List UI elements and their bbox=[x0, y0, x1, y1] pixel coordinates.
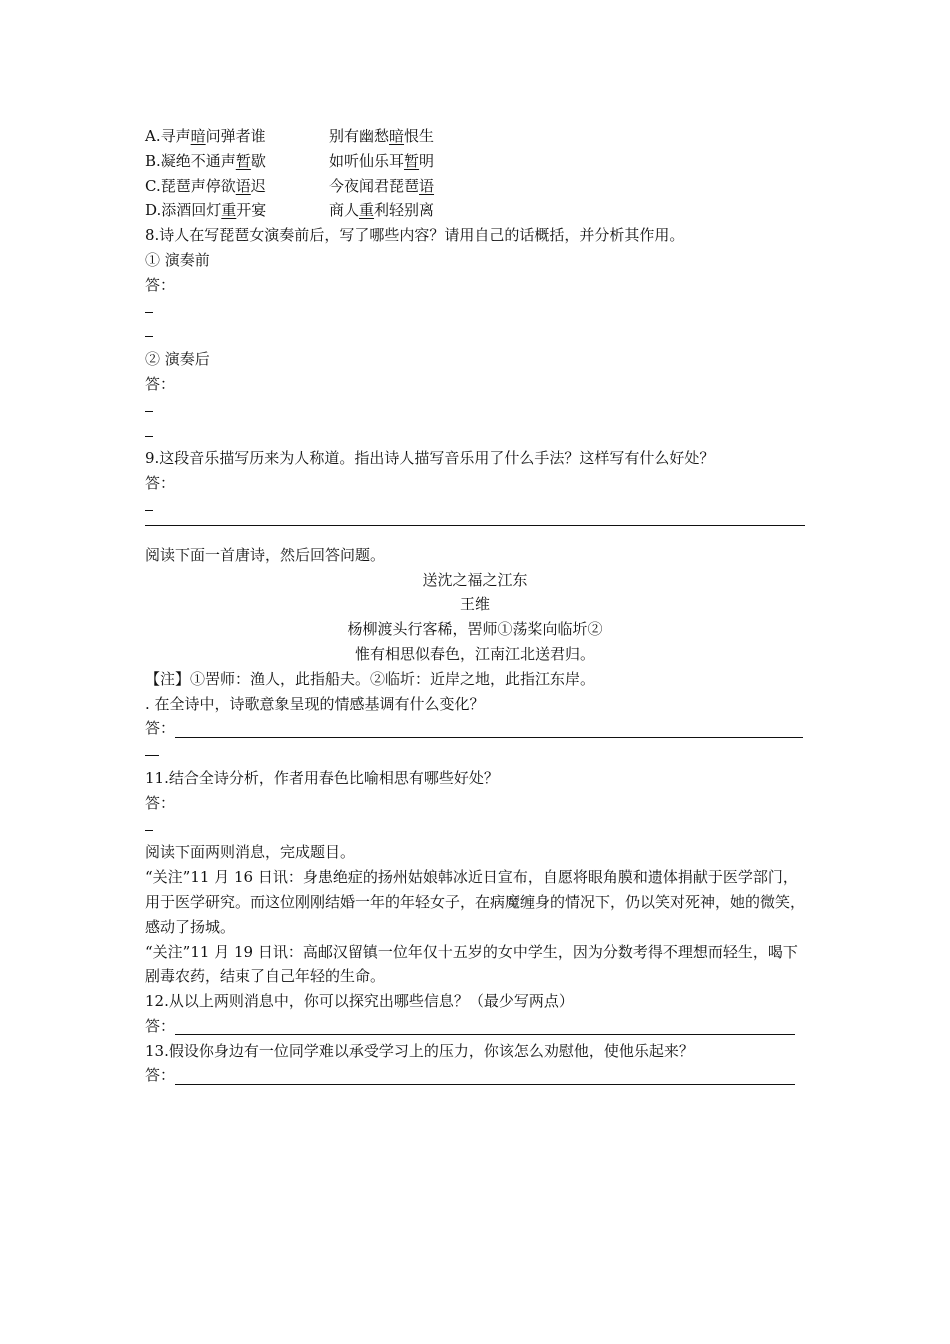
answer-label: 答： bbox=[145, 275, 176, 294]
answer-label: 答： bbox=[145, 793, 176, 812]
question-8-part-1: ① 演奏前 bbox=[145, 250, 210, 269]
answer-line[interactable] bbox=[145, 1063, 805, 1088]
news-intro: 阅读下面两则消息，完成题目。 bbox=[145, 843, 356, 862]
answer-label: 答： bbox=[145, 1016, 176, 1035]
answer-label: 答： bbox=[145, 374, 176, 393]
poem-title: 送沈之福之江东 bbox=[422, 570, 528, 589]
answer-blank[interactable] bbox=[145, 322, 805, 347]
poem-note: 【注】①罟师：渔人，此指船夫。②临圻：近岸之地，此指江东岸。 bbox=[145, 669, 596, 688]
poem-line-2: 惟有相思似春色，江南江北送君归。 bbox=[354, 644, 595, 663]
option-c: C.琵琶声停欲语迟 今夜闻君琵琶语 bbox=[145, 176, 435, 195]
option-d: D.添酒回灯重开宴 商人重利轻别离 bbox=[145, 201, 435, 220]
question-12: 12.从以上两则消息中，你可以探究出哪些信息？（最少写两点） bbox=[145, 992, 574, 1011]
question-9: 9.这段音乐描写历来为人称道。指出诗人描写音乐用了什么手法？这样写有什么好处？ bbox=[145, 449, 715, 468]
option-a: A.寻声暗问弹者谁 别有幽愁暗恨生 bbox=[145, 127, 435, 145]
question-11: 11.结合全诗分析，作者用春色比喻相思有哪些好处？ bbox=[145, 768, 499, 787]
poem-line-1: 杨柳渡头行客稀，罟师①荡桨向临圻② bbox=[347, 620, 603, 639]
answer-label: 答： bbox=[145, 474, 176, 493]
question-10: . 在全诗中，诗歌意象呈现的情感基调有什么变化？ bbox=[145, 694, 485, 713]
answer-line[interactable] bbox=[145, 1014, 805, 1039]
worksheet-page bbox=[145, 124, 805, 1088]
poem-author: 王维 bbox=[459, 595, 490, 614]
question-8-part-2: ② 演奏后 bbox=[145, 350, 210, 369]
answer-blank[interactable] bbox=[145, 298, 805, 323]
answer-blank[interactable] bbox=[145, 816, 805, 841]
answer-label: 答： bbox=[145, 1066, 176, 1085]
question-13: 13.假设你身边有一位同学难以承受学习上的压力，你该怎么劝慰他，使他乐起来？ bbox=[145, 1041, 694, 1060]
option-b: B.凝绝不通声暂歇 如听仙乐耳暂明 bbox=[145, 151, 435, 170]
section-divider bbox=[145, 521, 805, 543]
news-item-1: “关注”11 月 16 日讯：身患绝症的扬州姑娘韩冰近日宣布，自愿将眼角膜和遗体捐献于医学部门，用于医学研究。而这位刚刚结婚一年的年轻女子，在病魔缠身的情况下，仍以笑对死神，她的微笑，感动了扬城。 bbox=[145, 868, 806, 936]
answer-blank[interactable] bbox=[145, 741, 805, 766]
poem-intro: 阅读下面一首唐诗，然后回答问题。 bbox=[145, 545, 386, 564]
answer-blank[interactable] bbox=[145, 496, 805, 521]
answer-line[interactable] bbox=[145, 716, 805, 741]
answer-label: 答： bbox=[145, 719, 176, 738]
news-item-2: “关注”11 月 19 日讯：高邮汉留镇一位年仅十五岁的女中学生，因为分数考得不理想而轻生，喝下剧毒农药，结束了自己年轻的生命。 bbox=[145, 942, 798, 986]
answer-blank[interactable] bbox=[145, 422, 805, 447]
answer-blank[interactable] bbox=[145, 397, 805, 422]
question-8: 8.诗人在写琵琶女演奏前后，写了哪些内容？请用自己的话概括，并分析其作用。 bbox=[145, 226, 685, 245]
